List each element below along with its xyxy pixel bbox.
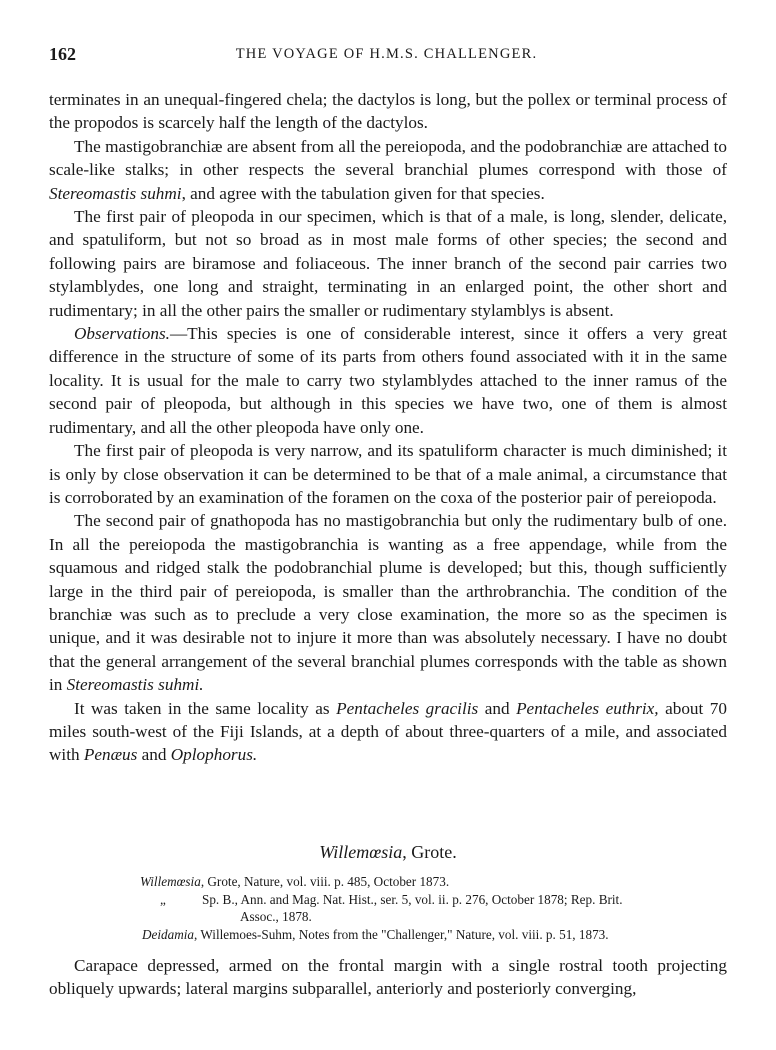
species-name: Stereomastis suhmi.: [66, 675, 204, 695]
genus-author: , Grote.: [402, 842, 457, 862]
description-paragraph: Carapace depressed, armed on the frontal margin with a single rostral tooth projecting obliquely upwards; lateral margins subparallel, anteriorly and posteriorly converging,: [49, 956, 727, 999]
main-text: [49, 88, 727, 767]
text-run: The mastigobranchiæ are absent from all the pereiopoda, and the podobranchiæ are attached to scale-like stalks; in other respects the several branchial plumes correspond with those of: [49, 136, 727, 180]
species-name: Stereomastis suhmi: [49, 183, 182, 203]
ditto-mark: „: [160, 891, 166, 907]
paragraph-7: [49, 697, 727, 767]
ref-genus: Deidamia: [142, 926, 195, 942]
synonymy-references: [140, 873, 735, 943]
page-number: 162: [49, 44, 76, 64]
running-title: THE VOYAGE OF H.M.S. CHALLENGER.: [235, 46, 538, 62]
paragraph-3: The first pair of pleopoda in our specimen, which is that of a male, is long, slender, delicate, and spatuliform, but not so broad as in most male forms of other species; the second and following pairs are biramose and foliaceous. The inner branch of the second pair carries two stylamblydes, one long and straight, terminating in an enlarged point, the other short and rudimentary; in all the other pairs the smaller or rudimentary stylamblys is absent.: [49, 207, 727, 320]
genus-name: Oplophorus.: [170, 745, 258, 765]
text-run: It was taken in the same locality as: [74, 698, 337, 718]
genus-heading: [49, 842, 727, 863]
page-header: [49, 44, 724, 68]
ref-genus: Willemœsia: [140, 874, 201, 889]
ref-text: , Willemoes-Suhm, Notes from the "Challenger," Nature, vol. viii. p. 51, 1873.: [194, 926, 609, 942]
paragraph-6: [49, 509, 727, 696]
paragraph-1: terminates in an unequal-fingered chela; the dactylos is long, but the pollex or terminal process of the propodos is scarcely half the length of the dactylos.: [49, 90, 727, 133]
ref-text: Sp. B., Ann. and Mag. Nat. Hist., ser. 5, vol. ii. p. 276, October 1878; Rep. Brit.: [202, 891, 623, 907]
paragraph-4: [49, 322, 727, 439]
paragraph-2: [49, 135, 727, 205]
observations-heading: Observations.: [74, 324, 170, 344]
reference-2: [140, 891, 735, 909]
reference-2-continued: Assoc., 1878.: [240, 909, 312, 924]
text-run: and: [478, 698, 517, 718]
reference-1: [140, 873, 735, 891]
text-run: , and agree with the tabulation given for that species.: [181, 183, 545, 203]
species-name: Pentacheles gracilis: [336, 698, 479, 718]
paragraph-5: The first pair of pleopoda is very narrow, and its spatuliform character is much diminished; it is only by close observation it can be determined to be that of a male animal, a circumstance that is corroborated by an examination of the foramen on the coxa of the posterior pair of pereiopoda.: [49, 441, 727, 507]
text-run: about 70 miles south-west of the Fiji Islands, at a depth of about three-quarters of a mile, and associated with: [49, 698, 727, 765]
text-run: The second pair of gnathopoda has no mastigobranchia but only the rudimentary bulb of one. In all the pereiopoda the mastigobranchia is wanting as a free appendage, while from the squamous and ridged stalk the podobranchial plume is developed; but this, though sufficiently large in the third pair of pereiopoda, is smaller than the arthrobranchia. The condition of the branchiæ was such as to preclude a very close examination, the more so as the specimen is unique, and it was desirable not to injure it more than was absolutely necessary. I have no doubt that the general arrangement of the several branchial plumes corresponds with the table as shown in: [49, 511, 727, 695]
text-run: —This species is one of considerable interest, since it offers a very great difference in the structure of some of its parts from others found associated with it in the same locality. It is usual for the male to carry two stylamblydes attached to the inner ramus of the second pair of pleopoda, but although in this species we have two, one of them is almost rudimentary, and all the other pleopoda have only one.: [49, 324, 727, 437]
text-run: and: [137, 745, 171, 765]
description-text: [49, 954, 727, 1001]
ref-text: , Grote, Nature, vol. viii. p. 485, October 1873.: [200, 874, 450, 889]
reference-3: [140, 926, 735, 944]
species-name: Pentacheles euthrix,: [516, 698, 659, 718]
genus-name: Penæus: [83, 745, 138, 765]
genus-title: Willemœsia: [319, 842, 403, 862]
